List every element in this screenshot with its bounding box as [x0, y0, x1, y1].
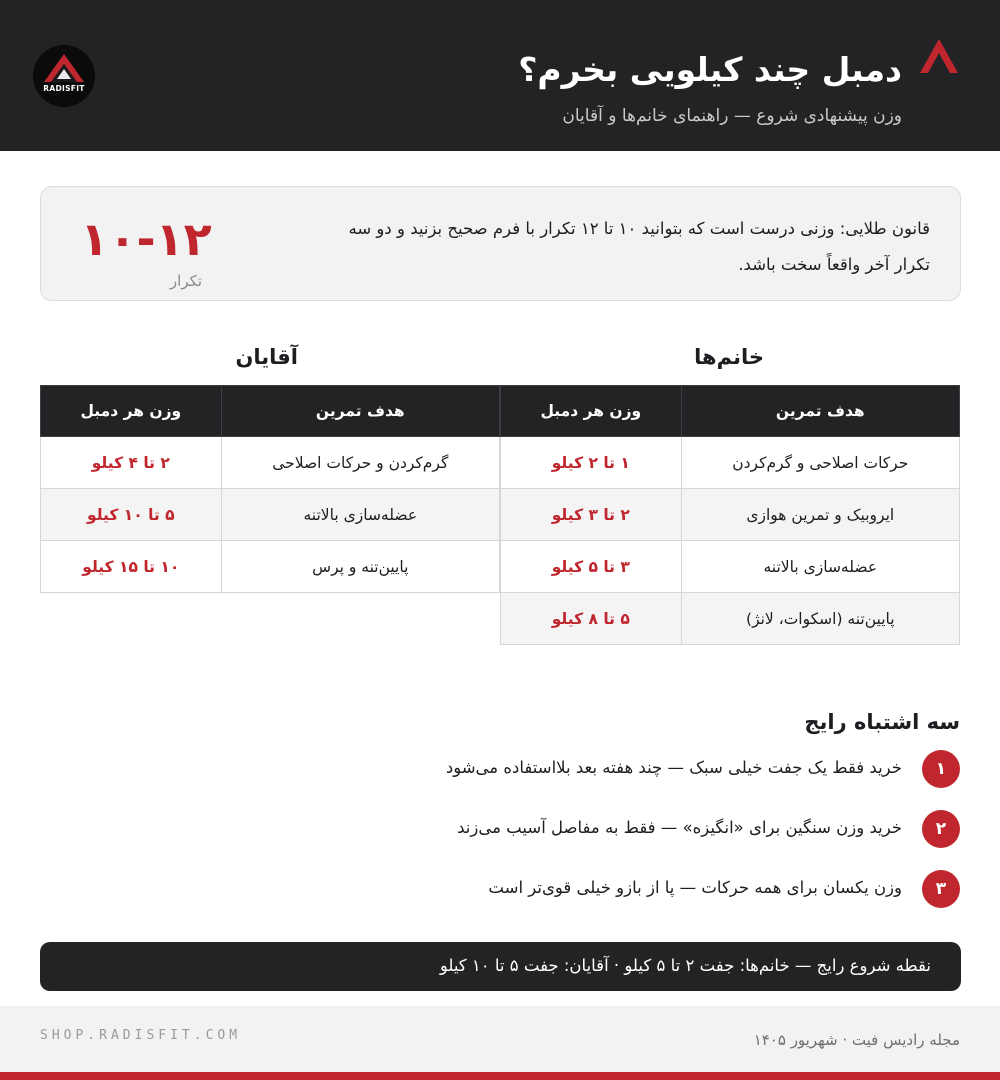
mistake-text: خرید وزن سنگین برای «انگیزه» — فقط به مفاصل آسیب می‌زند: [457, 818, 902, 837]
men-weight-table: [40, 385, 500, 593]
list-item: [360, 810, 960, 850]
page-subtitle: وزن پیشنهادی شروع — راهنمای خانم‌ها و آقایان: [562, 106, 902, 126]
women-weight-cell: ۱ تا ۲ کیلو: [501, 437, 682, 489]
women-weight-cell: ۵ تا ۸ کیلو: [501, 593, 682, 645]
women-weight-cell: ۳ تا ۵ کیلو: [501, 541, 682, 593]
table-header-row: [41, 386, 500, 437]
men-goal-cell: گرم‌کردن و حرکات اصلاحی: [221, 437, 499, 489]
page-title: دمبل چند کیلویی بخرم؟: [518, 50, 902, 89]
mistake-text: خرید فقط یک جفت خیلی سبک — چند هفته بعد بلااستفاده می‌شود: [445, 758, 902, 777]
mistake-number-badge: ۳: [922, 870, 960, 908]
banner-text: نقطه شروع رایج — خانم‌ها: جفت ۲ تا ۵ کیلو · آقایان: جفت ۵ تا ۱۰ کیلو: [439, 956, 931, 975]
women-heading: خانم‌ها: [694, 345, 764, 369]
table-row: [501, 593, 960, 645]
golden-rule-number: ۱۰-۱۲: [80, 212, 212, 266]
women-goal-cell: پایین‌تنه (اسکوات، لانژ): [681, 593, 959, 645]
women-col-goal: هدف تمرین: [681, 386, 959, 437]
women-weight-cell: ۲ تا ۳ کیلو: [501, 489, 682, 541]
table-row: [501, 541, 960, 593]
mistake-text: وزن یکسان برای همه حرکات — پا از بازو خیلی قوی‌تر است: [488, 878, 902, 897]
list-item: [360, 870, 960, 910]
men-weight-cell: ۲ تا ۴ کیلو: [41, 437, 222, 489]
golden-rule-unit: تکرار: [169, 272, 203, 290]
table-row: [501, 489, 960, 541]
mistake-number-badge: ۲: [922, 810, 960, 848]
women-weight-table: [500, 385, 960, 645]
golden-rule-text: قانون طلایی: وزنی درست است که بتوانید ۱۰ تا ۱۲ تکرار با فرم صحیح بزنید و دو سه تکرار آخر واقعاً سخت باشد.: [348, 219, 930, 274]
footer-credit: مجله رادیس فیت · شهریور ۱۴۰۵: [753, 1031, 960, 1049]
women-goal-cell: ایروبیک و تمرین هوازی: [681, 489, 959, 541]
table-row: [41, 541, 500, 593]
starting-point-banner: [40, 942, 961, 991]
mistakes-heading: سه اشتباه رایج: [804, 710, 960, 734]
women-col-weight: وزن هر دمبل: [501, 386, 682, 437]
logo-text: RADISFIT: [43, 84, 85, 93]
men-goal-cell: پایین‌تنه و پرس: [221, 541, 499, 593]
logo-mountain-icon: [33, 45, 95, 107]
page-footer: [0, 1006, 1000, 1072]
shop-link[interactable]: SHOP.RADISFIT.COM: [40, 1028, 242, 1043]
men-weight-cell: ۱۰ تا ۱۵ کیلو: [41, 541, 222, 593]
radisfit-logo[interactable]: [33, 45, 95, 107]
men-goal-cell: عضله‌سازی بالاتنه: [221, 489, 499, 541]
list-item: [360, 750, 960, 790]
table-row: [41, 437, 500, 489]
radisfit-chevron-icon: [920, 39, 958, 75]
page-header: [0, 0, 1000, 151]
table-row: [41, 489, 500, 541]
men-col-goal: هدف تمرین: [221, 386, 499, 437]
men-col-weight: وزن هر دمبل: [41, 386, 222, 437]
mistake-number-badge: ۱: [922, 750, 960, 788]
table-row: [501, 437, 960, 489]
bottom-accent-strip: [0, 1072, 1000, 1080]
men-weight-cell: ۵ تا ۱۰ کیلو: [41, 489, 222, 541]
men-heading: آقایان: [235, 345, 298, 369]
table-header-row: [501, 386, 960, 437]
women-goal-cell: حرکات اصلاحی و گرم‌کردن: [681, 437, 959, 489]
women-goal-cell: عضله‌سازی بالاتنه: [681, 541, 959, 593]
